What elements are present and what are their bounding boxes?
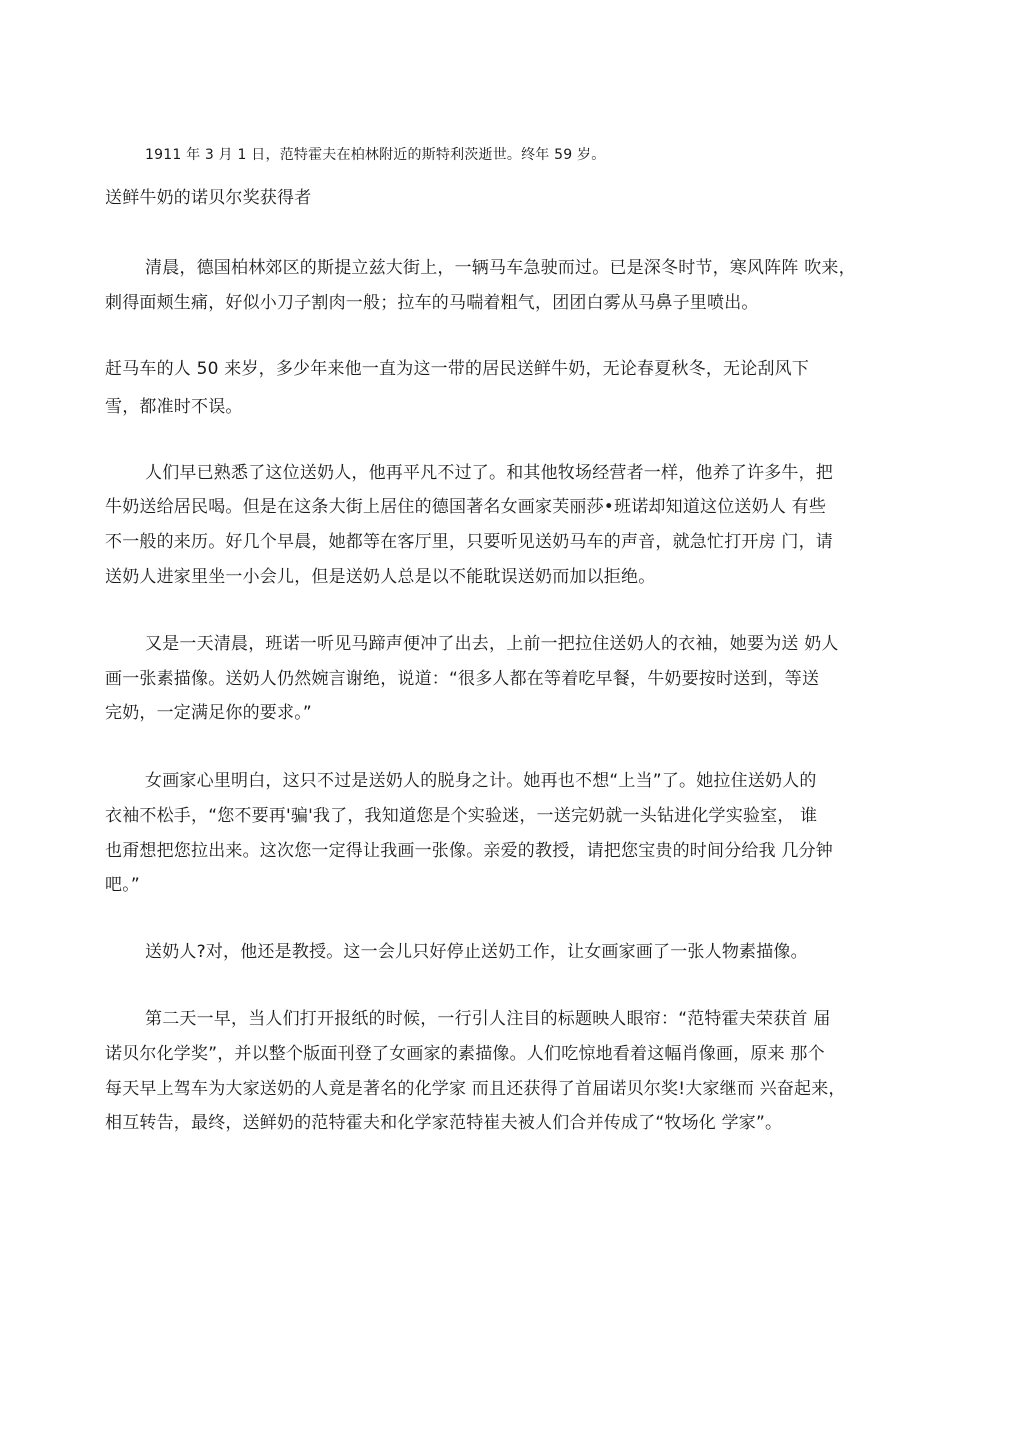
text-line: 赶马车的人 50 来岁，多少年来他一直为这一带的居民送鲜牛奶，无论春夏秋冬，无论刮风下 — [105, 359, 810, 379]
text-line: 不一般的来历。好几个早晨，她都等在客厅里，只要听见送奶马车的声音，就急忙打开房 门，请 — [105, 532, 834, 552]
text-line: 刺得面颊生痛，好似小刀子割肉一般；拉车的马喘着粗气，团团白雾从马鼻子里喷出。 — [105, 293, 759, 313]
text-line: 牛奶送给居民喝。但是在这条大街上居住的德国著名女画家芙丽莎•班诺却知道这位送奶人 有些 — [105, 497, 827, 517]
text-line: 女画家心里明白，这只不过是送奶人的脱身之计。她再也不想“上当”了。她拉住送奶人的 — [145, 771, 817, 791]
text-line: 吧。” — [105, 875, 140, 895]
text-line: 送奶人进家里坐一小会儿，但是送奶人总是以不能耽误送奶而加以拒绝。 — [105, 567, 656, 587]
text-line: 雪，都准时不误。 — [105, 397, 243, 417]
text-line: 完奶，一定满足你的要求。” — [105, 703, 312, 723]
section-title: 送鲜牛奶的诺贝尔奖获得者 — [105, 188, 312, 208]
text-line: 人们早已熟悉了这位送奶人，他再平凡不过了。和其他牧场经营者一样，他养了许多牛，把 — [145, 463, 833, 483]
text-line: 相互转告，最终，送鲜奶的范特霍夫和化学家范特崔夫被人们合并传成了“牧场化 学家”。 — [105, 1113, 783, 1133]
text-line: 每天早上驾车为大家送奶的人竟是著名的化学家 而且还获得了首届诺贝尔奖!大家继而 兴奋起来， — [105, 1079, 846, 1099]
text-line: 第二天一早，当人们打开报纸的时候，一行引人注目的标题映人眼帘：“范特霍夫荣获首 届 — [145, 1009, 831, 1029]
text-line: 衣袖不松手，“您不要再'骗'我了，我知道您是个实验迷，一送完奶就一头钻进化学实验室， 谁 — [105, 806, 818, 826]
text-line-death-date: 1911 年 3 月 1 日，范特霍夫在柏林附近的斯特利茨逝世。终年 59 岁。 — [145, 147, 606, 163]
text-line: 又是一天清晨，班诺一听见马蹄声便冲了出去，上前一把拉住送奶人的衣袖，她要为送 奶人 — [145, 634, 839, 654]
text-line: 诺贝尔化学奖”，并以整个版面刊登了女画家的素描像。人们吃惊地看着这幅肖像画，原来 那个 — [105, 1044, 825, 1064]
text-line: 清晨，德国柏林郊区的斯提立兹大街上，一辆马车急驶而过。已是深冬时节，寒风阵阵 吹来， — [145, 258, 856, 278]
text-line: 也甭想把您拉出来。这次您一定得让我画一张像。亲爱的教授，请把您宝贵的时间分给我 几分钟 — [105, 841, 834, 861]
text-line: 送奶人?对，他还是教授。这一会儿只好停止送奶工作，让女画家画了一张人物素描像。 — [145, 942, 808, 962]
text-line: 画一张素描像。送奶人仍然婉言谢绝，说道：“很多人都在等着吃早餐，牛奶要按时送到，等送 — [105, 669, 820, 689]
